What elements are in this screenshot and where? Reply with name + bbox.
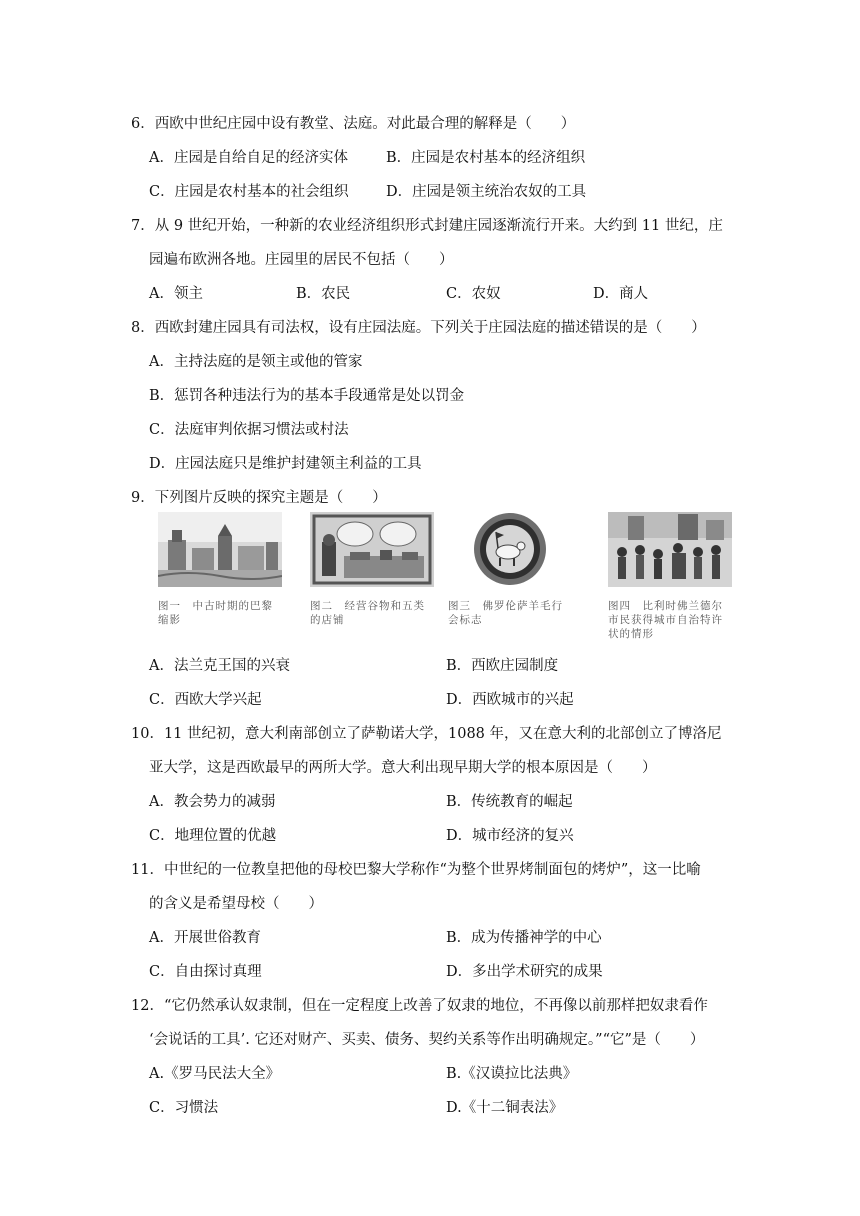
question-11-stem-line-1: 11．中世纪的一位教皇把他的母校巴黎大学称作“为整个世界烤制面包的烤炉”，这一比喻 <box>131 862 701 878</box>
question-12-option-c: C．习惯法 <box>149 1100 219 1116</box>
question-7-stem-line-1: 7．从 9 世纪开始，一种新的农业经济组织形式封建庄园逐渐流行开来。大约到 11 世纪，庄 <box>131 218 723 234</box>
lamb-emblem-icon <box>448 512 572 587</box>
question-11-option-c: C．自由探讨真理 <box>149 964 262 980</box>
question-8-option-b: B．惩罚各种违法行为的基本手段通常是处以罚金 <box>149 388 465 404</box>
figure-4-caption: 图四 比利时佛兰德尔市民获得城市自治特许状的情形 <box>608 600 723 640</box>
figure-2 <box>310 512 434 627</box>
question-6-option-a: A．庄园是自给自足的经济实体 <box>149 150 348 166</box>
question-8-option-a: A．主持法庭的是领主或他的管家 <box>149 354 363 370</box>
question-10-stem-line-1: 10．11 世纪初，意大利南部创立了萨勒诺大学，1088 年，又在意大利的北部创立了博洛尼 <box>131 726 722 742</box>
question-11-option-b: B．成为传播神学的中心 <box>446 930 602 946</box>
question-10-option-b: B．传统教育的崛起 <box>446 794 573 810</box>
question-7-option-c: C．农奴 <box>446 286 501 302</box>
question-10-option-c: C．地理位置的优越 <box>149 828 277 844</box>
question-11-option-d: D．多出学术研究的成果 <box>446 964 603 980</box>
question-11-stem-line-2: 的含义是希望母校（ ） <box>149 896 323 912</box>
question-7-stem-line-2: 园遍布欧洲各地。庄园里的居民不包括（ ） <box>149 252 454 268</box>
question-12-stem-line-2: ‘会说话的工具’. 它还对财产、买卖、债务、契约关系等作出明确规定。”“它”是（ ） <box>149 1032 705 1048</box>
question-11-option-a: A．开展世俗教育 <box>149 930 261 946</box>
question-12-stem-line-1: 12．“它仍然承认奴隶制，但在一定程度上改善了奴隶的地位，不再像以前那样把奴隶看作 <box>131 998 708 1014</box>
question-8-stem: 8．西欧封建庄园具有司法权，设有庄园法庭。下列关于庄园法庭的描述错误的是（ ） <box>131 320 706 336</box>
crowd-scene-icon <box>608 512 732 587</box>
question-9-figure-row <box>150 512 740 642</box>
question-6-option-b: B．庄园是农村基本的经济组织 <box>386 150 586 166</box>
question-10-option-d: D．城市经济的复兴 <box>446 828 574 844</box>
question-8-option-d: D．庄园法庭只是维护封建领主利益的工具 <box>149 456 422 472</box>
question-12-option-a: A.《罗马民法大全》 <box>149 1066 281 1082</box>
city-skyline-icon <box>158 512 282 587</box>
question-10-stem-line-2: 亚大学，这是西欧最早的两所大学。意大利出现早期大学的根本原因是（ ） <box>149 760 657 776</box>
question-9-option-b: B．西欧庄园制度 <box>446 658 559 674</box>
question-9-option-d: D．西欧城市的兴起 <box>446 692 574 708</box>
question-7-option-d: D．商人 <box>593 286 649 302</box>
figure-3 <box>448 512 572 627</box>
question-7-option-a: A．领主 <box>149 286 203 302</box>
question-9-option-c: C．西欧大学兴起 <box>149 692 262 708</box>
figure-2-caption: 图二 经营谷物和五类的店铺 <box>310 600 425 626</box>
question-8-option-c: C．法庭审判依据习惯法或村法 <box>149 422 349 438</box>
figure-4 <box>608 512 732 641</box>
question-12-option-d: D.《十二铜表法》 <box>446 1100 564 1116</box>
question-7-option-b: B．农民 <box>296 286 351 302</box>
figure-1 <box>158 512 282 627</box>
question-9-stem: 9．下列图片反映的探究主题是（ ） <box>131 490 387 506</box>
question-6-option-c: C．庄园是农村基本的社会组织 <box>149 184 349 200</box>
question-12-option-b: B.《汉谟拉比法典》 <box>446 1066 578 1082</box>
figure-1-caption: 图一 中古时期的巴黎缩影 <box>158 600 273 626</box>
shop-interior-icon <box>310 512 434 587</box>
question-6-stem: 6．西欧中世纪庄园中设有教堂、法庭。对此最合理的解释是（ ） <box>131 116 576 132</box>
question-10-option-a: A．教会势力的减弱 <box>149 794 276 810</box>
question-9-option-a: A．法兰克王国的兴衰 <box>149 658 290 674</box>
question-6-option-d: D．庄园是领主统治农奴的工具 <box>386 184 587 200</box>
figure-3-caption: 图三 佛罗伦萨羊毛行会标志 <box>448 600 563 626</box>
